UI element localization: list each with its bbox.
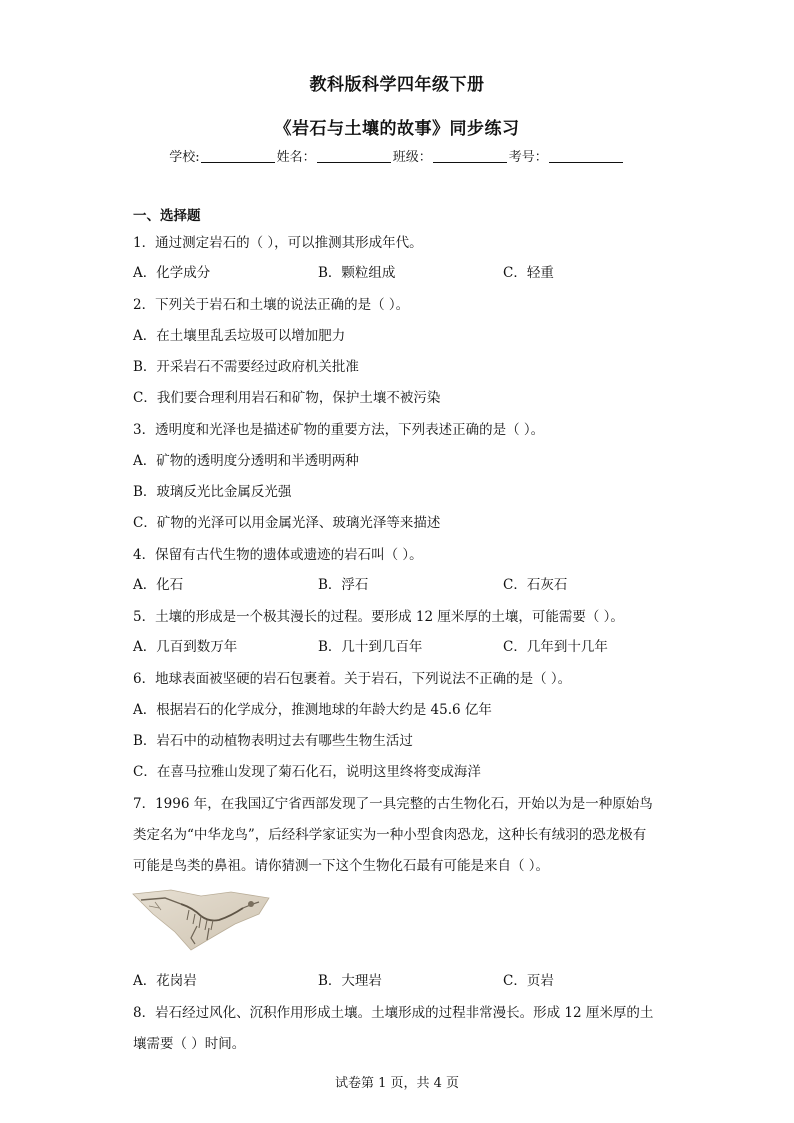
q5-option-a[interactable]: A．几百到数万年: [133, 639, 238, 655]
q4-option-c[interactable]: C．石灰石: [503, 577, 568, 593]
question-1: 1．通过测定岩石的（ ），可以推测其形成年代。: [133, 235, 423, 251]
q6-option-c[interactable]: C．在喜马拉雅山发现了菊石化石，说明这里终将变成海洋: [133, 764, 481, 780]
exam-no-blank[interactable]: [549, 150, 623, 163]
name-blank[interactable]: [317, 150, 391, 163]
question-7-line-3: 可能是鸟类的鼻祖。请你猜测一下这个生物化石最有可能是来自（ ）。: [133, 858, 550, 874]
q3-option-c[interactable]: C．矿物的光泽可以用金属光泽、玻璃光泽等来描述: [133, 515, 441, 531]
section-heading: 一、选择题: [133, 208, 201, 224]
page-subtitle: 《岩石与土壤的故事》同步练习: [274, 119, 520, 139]
q1-option-b[interactable]: B．颗粒组成: [318, 265, 396, 281]
question-7-line-2: 类定名为“中华龙鸟”，后经科学家证实为一种小型食肉恐龙，这种长有绒羽的恐龙极有: [133, 827, 647, 843]
q6-option-a[interactable]: A．根据岩石的化学成分，推测地球的年龄大约是 45.6 亿年: [133, 702, 492, 718]
q4-option-b[interactable]: B．浮石: [318, 577, 369, 593]
question-4: 4．保留有古代生物的遗体或遗迹的岩石叫（ ）。: [133, 547, 423, 563]
page-title: 教科版科学四年级下册: [309, 75, 485, 95]
q6-option-b[interactable]: B．岩石中的动植物表明过去有哪些生物生活过: [133, 733, 413, 749]
class-label: 班级：: [392, 150, 432, 165]
question-2: 2．下列关于岩石和土壤的说法正确的是（ ）。: [133, 297, 410, 313]
q5-option-b[interactable]: B．几十到几百年: [318, 639, 423, 655]
question-8-line-2: 壤需要（ ）时间。: [133, 1036, 246, 1052]
q3-option-a[interactable]: A．矿物的透明度分透明和半透明两种: [133, 453, 359, 469]
q2-option-c[interactable]: C．我们要合理利用岩石和矿物，保护土壤不被污染: [133, 390, 441, 406]
q2-option-a[interactable]: A．在土壤里乱丢垃圾可以增加肥力: [133, 328, 346, 344]
student-info-row: [0, 146, 794, 165]
exam-no-label: 考号：: [508, 150, 548, 165]
q1-option-a[interactable]: A．化学成分: [133, 265, 211, 281]
dinosaur-fossil-image: [131, 886, 271, 954]
q2-option-b[interactable]: B．开采岩石不需要经过政府机关批准: [133, 359, 359, 375]
question-7-line-1: 7．1996 年，在我国辽宁省西部发现了一具完整的古生物化石，开始以为是一种原始鸟: [133, 796, 653, 812]
page-footer: 试卷第 1 页，共 4 页: [334, 1076, 460, 1091]
question-3: 3．透明度和光泽也是描述矿物的重要方法，下列表述正确的是（ ）。: [133, 422, 545, 438]
q3-option-b[interactable]: B．玻璃反光比金属反光强: [133, 484, 292, 500]
question-8-line-1: 8．岩石经过风化、沉积作用形成土壤。土壤形成的过程非常漫长。形成 12 厘米厚的土: [133, 1005, 654, 1021]
question-5: 5．土壤的形成是一个极其漫长的过程。要形成 12 厘米厚的土壤，可能需要（ ）。: [133, 609, 624, 625]
q4-option-a[interactable]: A．化石: [133, 577, 184, 593]
name-label: 姓名：: [276, 150, 316, 165]
q7-option-b[interactable]: B．大理岩: [318, 973, 382, 989]
school-blank[interactable]: [201, 150, 275, 163]
q1-option-c[interactable]: C．轻重: [503, 265, 554, 281]
school-label: 学校:: [169, 150, 200, 165]
q7-option-c[interactable]: C．页岩: [503, 973, 554, 989]
class-blank[interactable]: [433, 150, 507, 163]
q7-option-a[interactable]: A．花岗岩: [133, 973, 197, 989]
q5-option-c[interactable]: C．几年到十几年: [503, 639, 608, 655]
question-6: 6．地球表面被坚硬的岩石包裹着。关于岩石，下列说法不正确的是（ ）。: [133, 671, 572, 687]
